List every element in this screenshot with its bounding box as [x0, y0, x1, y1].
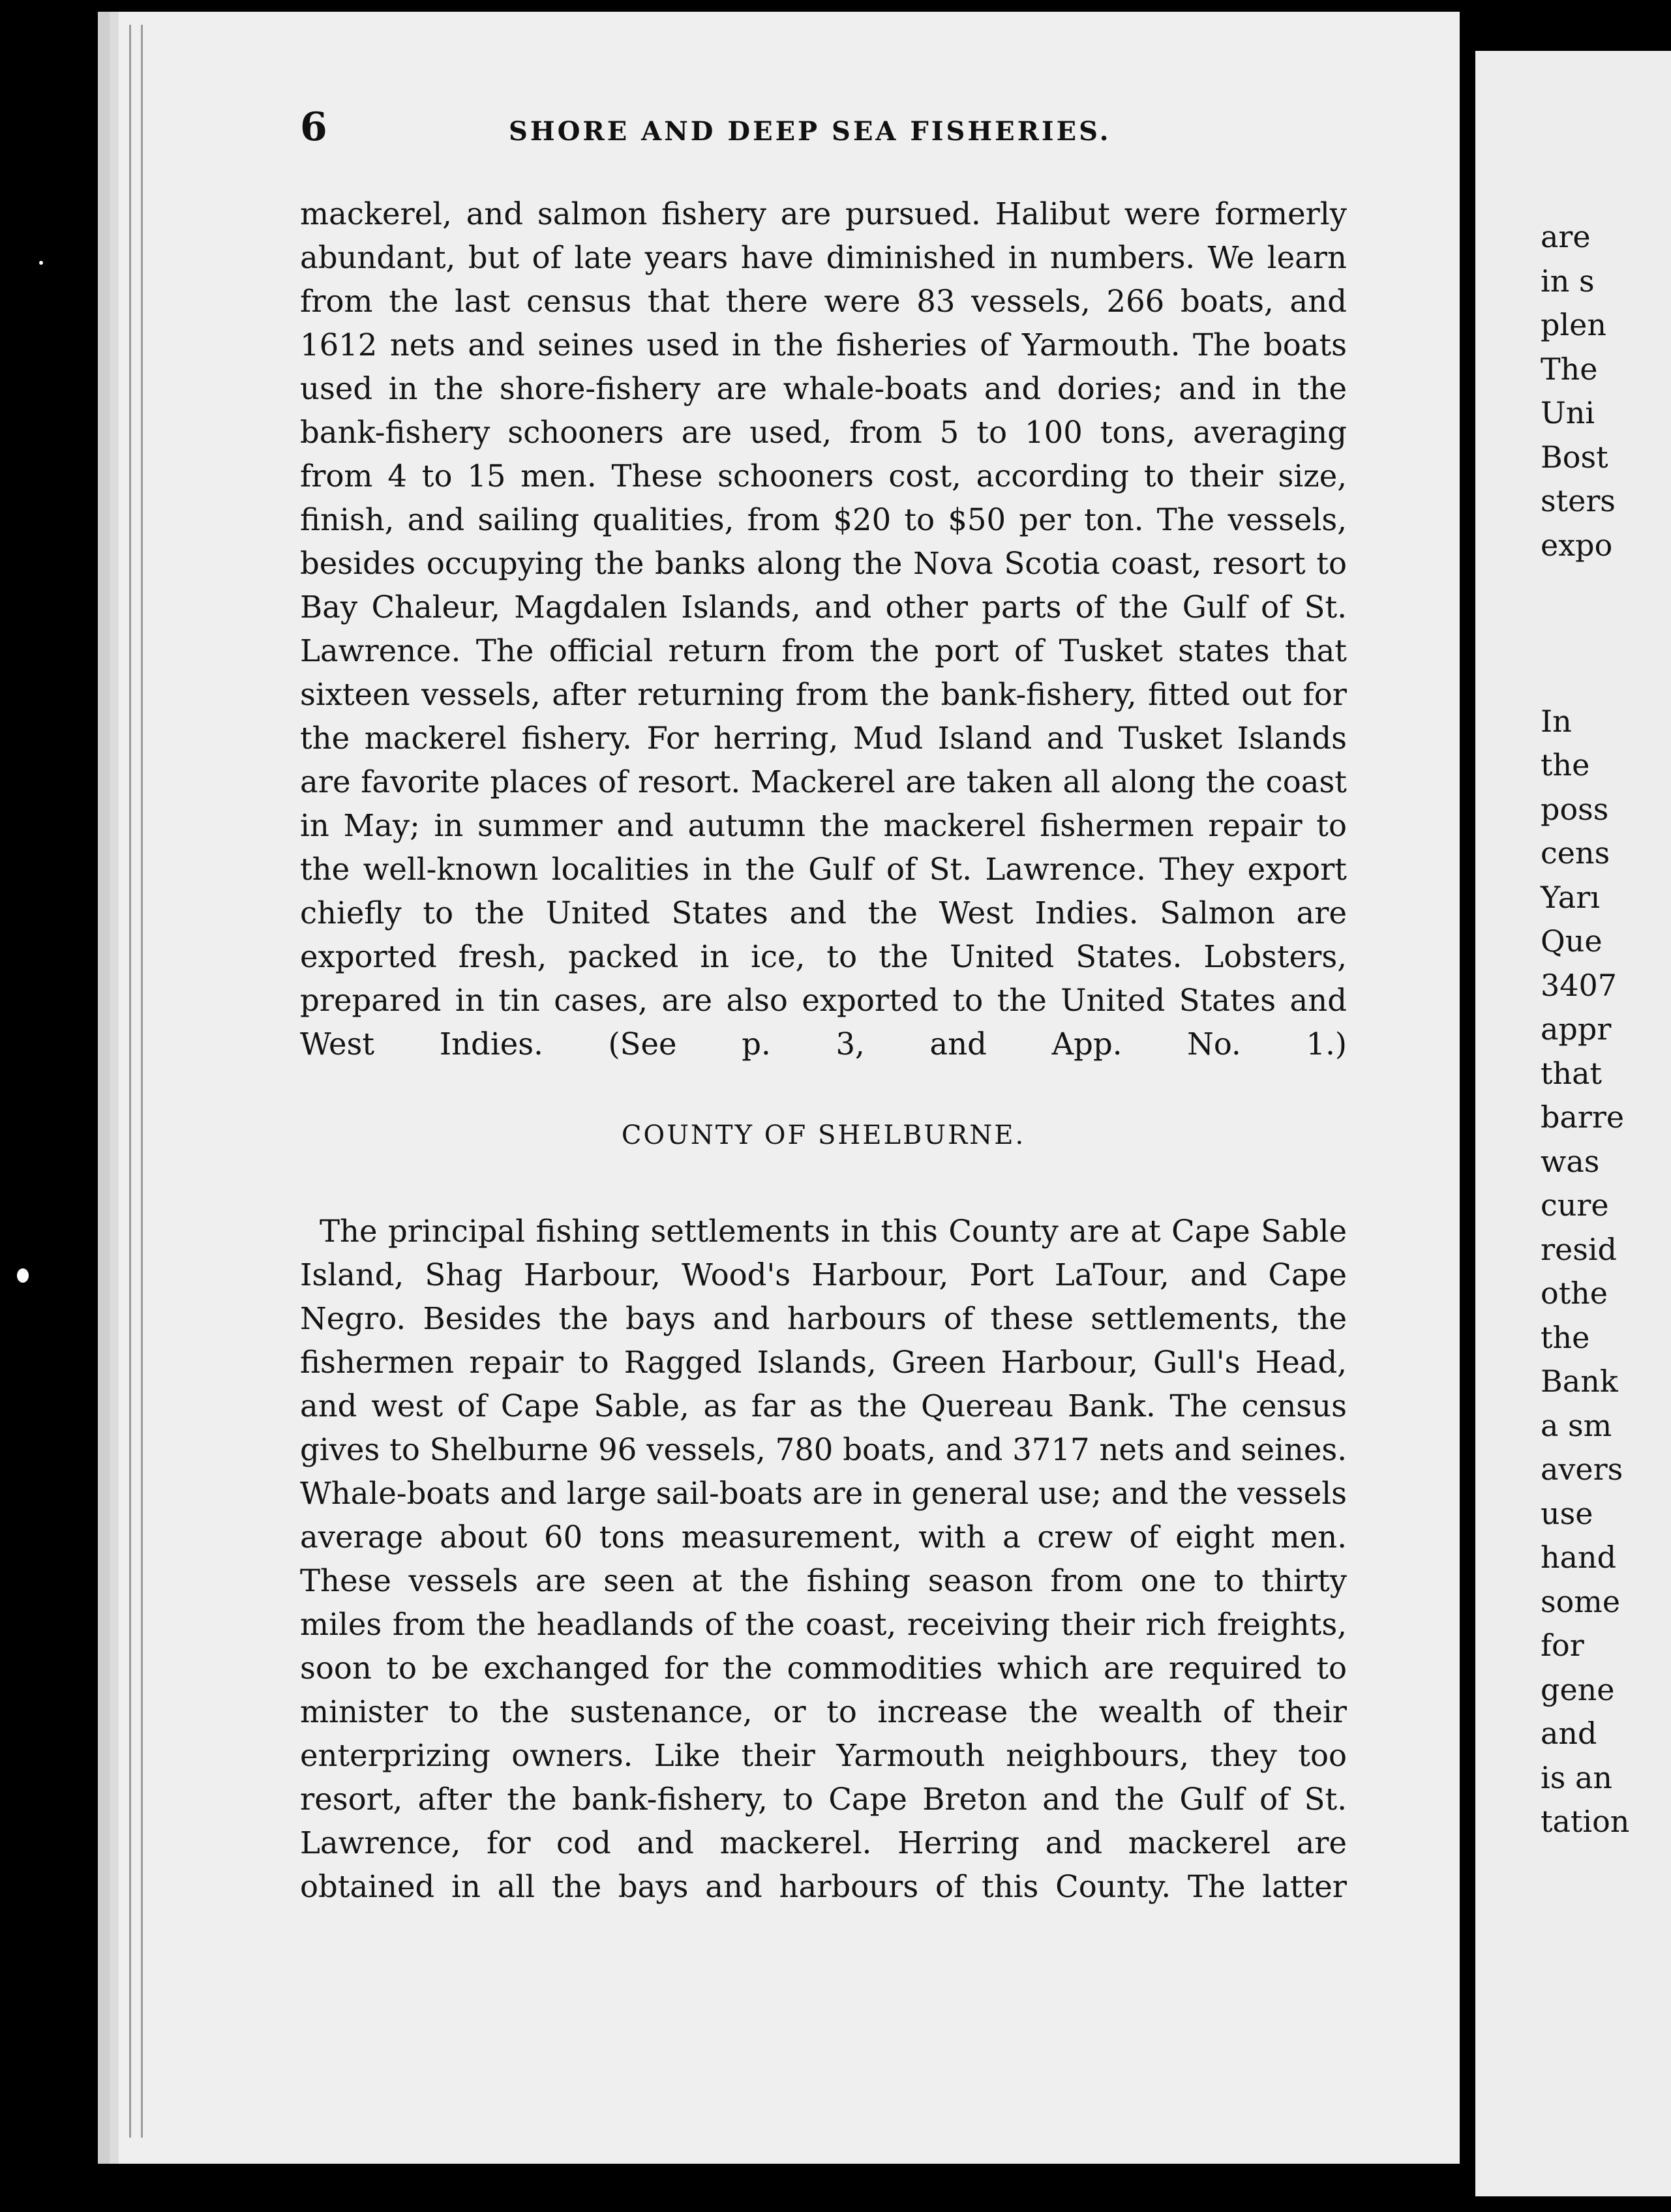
paragraph-yarmouth-text: mackerel, and salmon fishery are pursued. Halibut were formerly abundant, but of late years have diminished in numbers. We learn from the last census that there were 83 vessels, 266 boats, and 1612 nets and seines used in the fisheries of Yarmouth. The boats used in the shore-fishery are whale-boats and dories; and in the bank-fishery schooners are used, from 5 to 100 tons, averaging from 4 to 15 men. These schooners cost, according to their size, finish, and sailing qualities, from $20 to $50 per ton. The vessels, besides occupying the banks along the Nova Scotia coast, resort to Bay Chaleur, Magdalen Islands, and other parts of the Gulf of St. Lawrence. The official return from the port of Tusket states that sixteen vessels, after returning from the bank-fishery, fitted out for the mackerel fishery. For herring, Mud Island and Tusket Islands are favorite places of resort. Mackerel are taken all along the coast in May; in summer and autumn the mackerel fishermen repair to the well-known localities in the Gulf of St. Lawrence. They export chiefly to the United States and the West Indies. Salmon are exported fresh, packed in ice, to the United States. Lobsters, prepared in tin cases, are also exported to the United	[300, 196, 1347, 1018]
section-heading: COUNTY OF SHELBURNE.	[621, 1120, 1026, 1150]
scan-speck	[39, 261, 43, 265]
page-header	[202, 104, 1363, 157]
paragraph-yarmouth-last-line: States and West Indies. (See p. 3, and App. No. 1.)	[300, 983, 1347, 1062]
facing-page-line: use	[1541, 1495, 1593, 1531]
facing-page-line: poss	[1541, 791, 1609, 827]
facing-page-line: gene	[1541, 1671, 1615, 1707]
facing-page-line: are	[1541, 219, 1591, 254]
facing-page-line: that	[1541, 1055, 1603, 1091]
running-head: SHORE AND DEEP SEA FISHERIES.	[509, 116, 1111, 147]
facing-page-line: Que	[1541, 923, 1603, 959]
facing-page-line	[1541, 612, 1619, 656]
paragraph-shelburne: The principal fishing settlements in this County are at Cape Sable Island, Shag Harbour, Wood's Harbour, Port LaTour, and Cape Negro. Besides the bays and harbours of these settlements, the fishermen repair to Ragged Islands, Green Harbour, Gull's Head, and west of Cape Sable, as far as the Quereau Bank. The census gives to Shelburne 96 vessels, 780 boats, and 3717 nets and seines. Whale-boats and large sail-boats are in general use; and the vessels average about 60 tons measurement, with a crew of eight men. These vessels are seen at the fishing season from one to thirty miles from the headlands of the coast, receiving their rich freights, soon to be exchanged for the commodities which are required to minister to the sustenance, or to increase the wealth of their enterprizing owners. Like their Yarmouth neighbours, they too resort, after the bank-fishery, to Cape Breton and the Gulf of St. Lawrence, for cod and mackerel. Herring and mackerel are obtained in all the bays and harbours of this County. The latter	[300, 1214, 1347, 1904]
facing-page-line: the	[1541, 1319, 1590, 1355]
page-edge-line	[141, 25, 143, 2138]
facing-page-line	[1541, 655, 1619, 700]
facing-page-line: cure	[1541, 1188, 1609, 1223]
facing-page-line: In	[1541, 703, 1572, 739]
facing-page-line: was	[1541, 1143, 1600, 1179]
scan-speck	[17, 1268, 29, 1283]
facing-page-line: expo	[1541, 527, 1613, 563]
facing-page-line: barre	[1541, 1099, 1625, 1135]
facing-page-line: appr	[1541, 1011, 1612, 1047]
facing-page-line: Bost	[1541, 439, 1608, 475]
page-edge-line	[129, 25, 131, 2138]
facing-page-text	[1541, 215, 1630, 1844]
facing-page-line: a sm	[1541, 1407, 1612, 1443]
facing-page-line: hand	[1541, 1540, 1617, 1575]
facing-page-line: resid	[1541, 1231, 1617, 1267]
facing-page-line: plen	[1541, 307, 1607, 342]
facing-page-line: Yarı	[1541, 879, 1600, 915]
facing-page-line: othe	[1541, 1276, 1608, 1311]
facing-page-line: and	[1541, 1716, 1597, 1751]
facing-page-line: some	[1541, 1583, 1621, 1619]
facing-page-line: sters	[1541, 483, 1616, 518]
facing-page-line	[1541, 567, 1619, 612]
facing-page-line: 3407	[1541, 967, 1618, 1003]
facing-page-line: tation	[1541, 1804, 1630, 1839]
facing-page-line: is an	[1541, 1759, 1612, 1795]
page-number: 6	[300, 104, 327, 150]
facing-page-line: cens	[1541, 835, 1610, 871]
facing-page-line: Bank	[1541, 1364, 1618, 1399]
facing-page-line: Uni	[1541, 395, 1595, 430]
paragraph-yarmouth	[300, 192, 1347, 1066]
facing-page-line: The	[1541, 351, 1598, 387]
facing-page-line: in s	[1541, 263, 1595, 299]
facing-page-line: avers	[1541, 1452, 1623, 1487]
facing-page-line: for	[1541, 1628, 1584, 1663]
facing-page-line: the	[1541, 747, 1590, 783]
